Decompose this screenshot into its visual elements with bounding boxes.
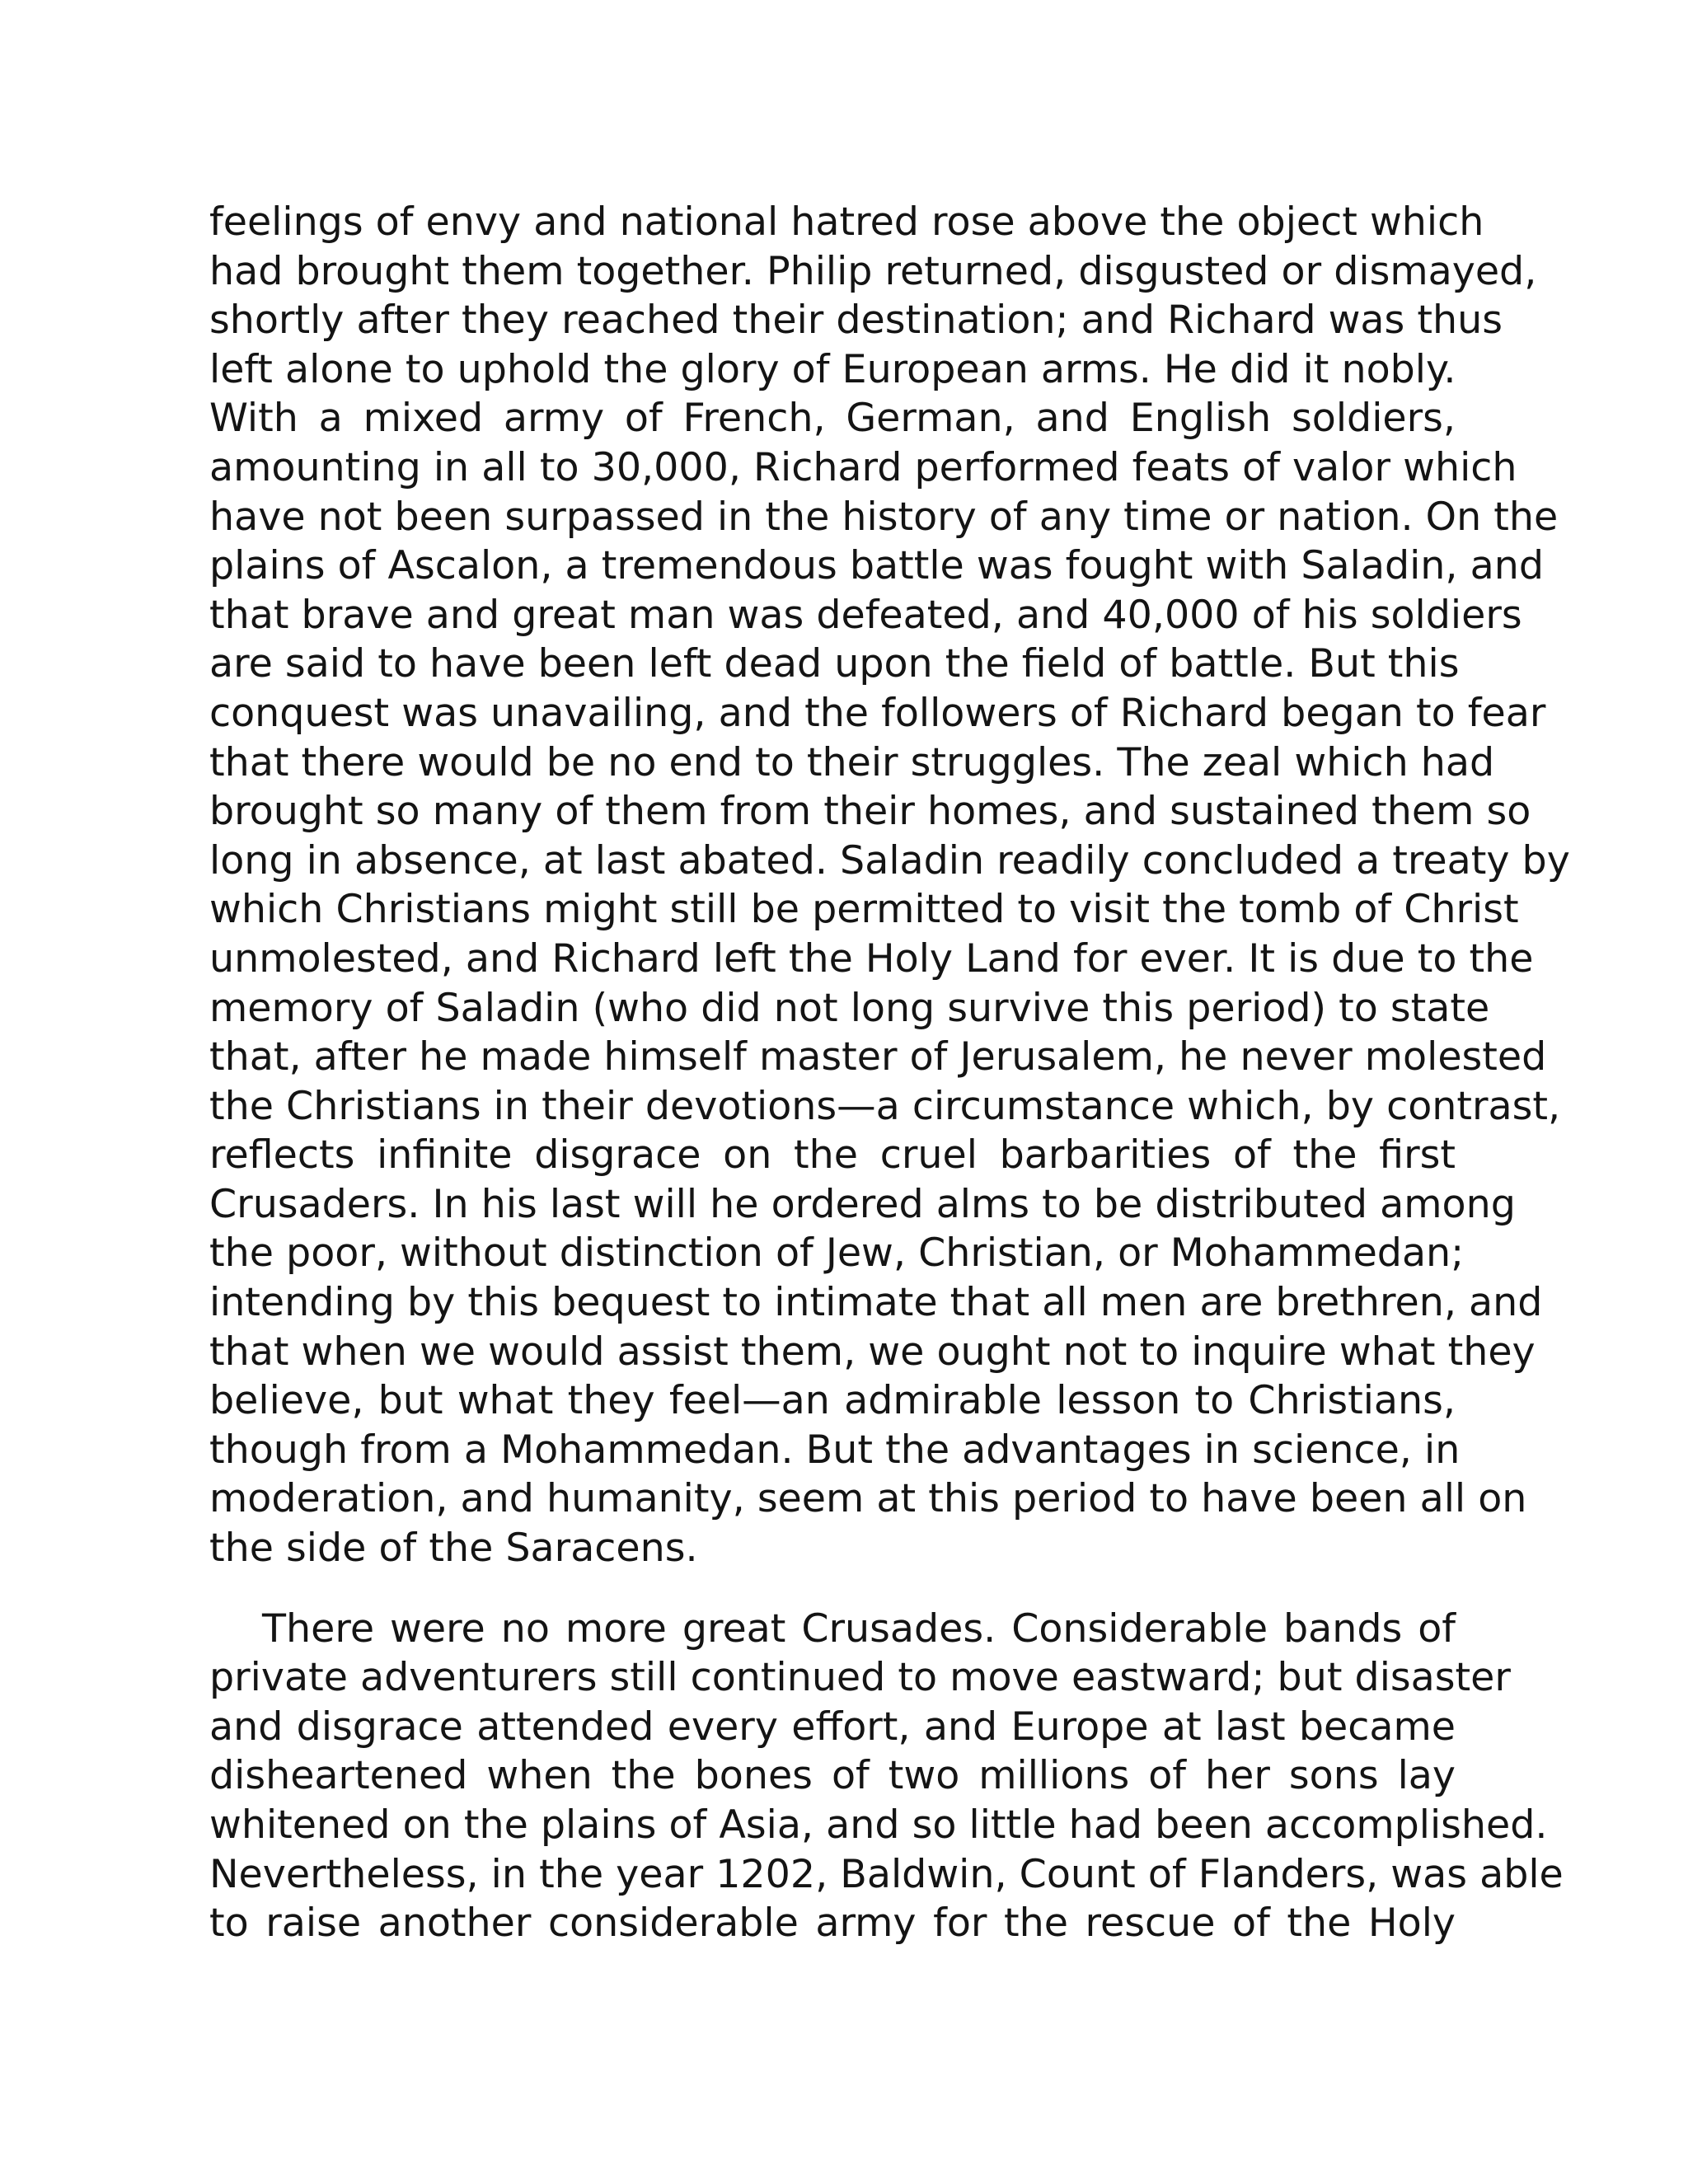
text-line: With a mixed army of French, German, and English soldiers,	[209, 396, 1456, 442]
text-line: that when we would assist them, we ought not to inquire what they	[209, 1329, 1536, 1375]
text-line: and disgrace attended every effort, and Europe at last became	[209, 1704, 1456, 1750]
text-line: that, after he made himself master of Jerusalem, he never molested	[209, 1034, 1547, 1080]
text-line: disheartened when the bones of two millions of her sons lay	[209, 1753, 1456, 1799]
text-line: are said to have been left dead upon the field of battle. But this	[209, 641, 1460, 687]
text-line: the poor, without distinction of Jew, Christian, or Mohammedan;	[209, 1230, 1465, 1277]
text-line: brought so many of them from their homes, and sustained them so	[209, 789, 1531, 835]
text-line: shortly after they reached their destination; and Richard was thus	[209, 298, 1503, 344]
text-line: unmolested, and Richard left the Holy Land for ever. It is due to the	[209, 935, 1534, 982]
text-line: left alone to uphold the glory of European arms. He did it nobly.	[209, 346, 1456, 392]
text-line: conquest was unavailing, and the followers of Richard began to fear	[209, 690, 1546, 736]
text-line: feelings of envy and national hatred rose above the object which	[209, 199, 1484, 245]
document-page	[209, 198, 1570, 1948]
text-line: moderation, and humanity, seem at this period to have been all on	[209, 1476, 1527, 1522]
text-line: whitened on the plains of Asia, and so little had been accomplished.	[209, 1802, 1548, 1848]
text-line: that brave and great man was defeated, and 40,000 of his soldiers	[209, 592, 1522, 638]
text-line: plains of Ascalon, a tremendous battle was fought with Saladin, and	[209, 543, 1544, 589]
text-line: Crusaders. In his last will he ordered alms to be distributed among	[209, 1181, 1516, 1227]
paragraph-2	[209, 1605, 1564, 1948]
text-line: memory of Saladin (who did not long survive this period) to state	[209, 985, 1490, 1031]
paragraph-spacer	[209, 1573, 1456, 1605]
text-line: believe, but what they feel—an admirable lesson to Christians,	[209, 1378, 1456, 1424]
text-line: the Christians in their devotions—a circumstance which, by contrast,	[209, 1083, 1561, 1129]
text-line: that there would be no end to their struggles. The zeal which had	[209, 739, 1495, 785]
text-line: reflects infinite disgrace on the cruel barbarities of the first	[209, 1132, 1456, 1179]
text-line: had brought them together. Philip returned, disgusted or dismayed,	[209, 248, 1537, 294]
text-line: amounting in all to 30,000, Richard performed feats of valor which	[209, 444, 1517, 490]
text-line: though from a Mohammedan. But the advantages in science, in	[209, 1427, 1461, 1473]
text-line: to raise another considerable army for the rescue of the Holy	[209, 1900, 1456, 1947]
text-line: Nevertheless, in the year 1202, Baldwin, Count of Flanders, was able	[209, 1851, 1564, 1897]
text-line: which Christians might still be permitted to visit the tomb of Christ	[209, 887, 1519, 933]
text-line: have not been surpassed in the history of any time or nation. On the	[209, 494, 1559, 540]
text-line: There were no more great Crusades. Considerable bands of	[262, 1605, 1456, 1652]
text-line: the side of the Saracens.	[209, 1526, 698, 1572]
text-line: intending by this bequest to intimate that all men are brethren, and	[209, 1280, 1543, 1326]
text-line: long in absence, at last abated. Saladin readily concluded a treaty by	[209, 837, 1570, 883]
paragraph-1	[209, 198, 1570, 1573]
text-line: private adventurers still continued to move eastward; but disaster	[209, 1655, 1511, 1701]
